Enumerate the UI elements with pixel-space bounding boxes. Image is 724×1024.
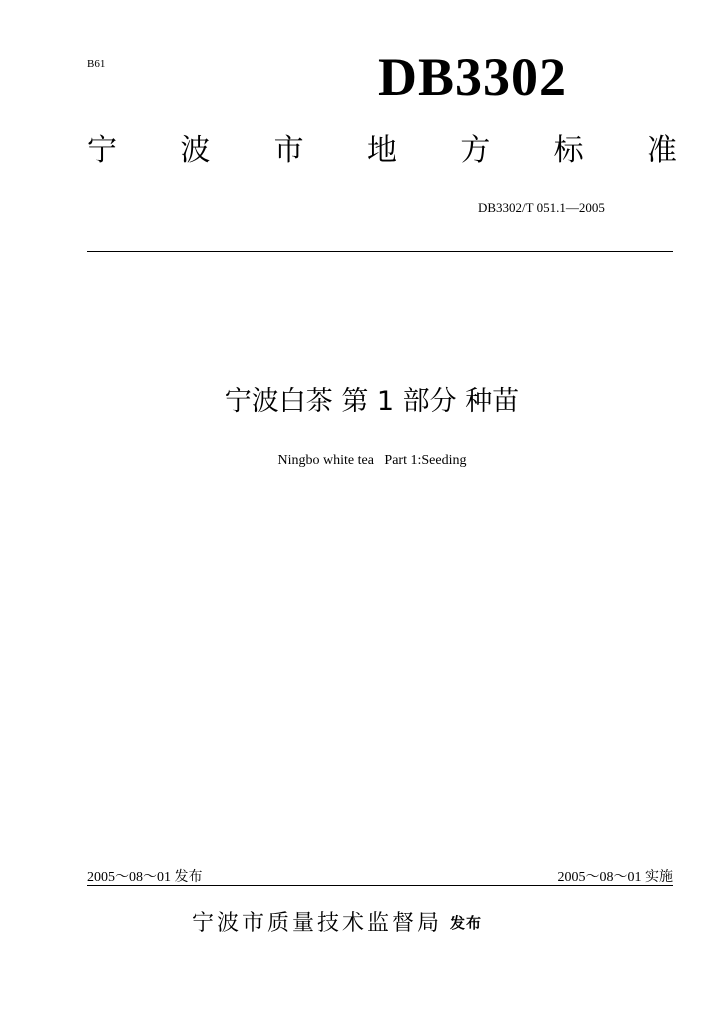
top-divider	[87, 251, 673, 252]
document-title-english: Ningbo white tea Part 1:Seeding	[277, 453, 467, 468]
bottom-divider	[87, 885, 673, 886]
issue-date: 2005～08～01 发布	[87, 870, 203, 885]
standard-type-char: 波	[180, 133, 211, 168]
standard-type-char: 宁	[87, 133, 117, 168]
standard-type-heading	[87, 133, 677, 168]
standard-type-char: 市	[273, 133, 304, 168]
publisher-action: 发布	[450, 914, 483, 932]
publisher-name: 宁波市质量技术监督局	[192, 911, 443, 936]
document-title-chinese: 宁波白茶 第 1 部分 种苗	[224, 386, 520, 417]
standard-type-char: 标	[553, 133, 584, 168]
classification-code: B61	[87, 58, 106, 70]
standard-type-char: 地	[366, 133, 397, 168]
standard-number: DB3302/T 051.1—2005	[478, 200, 605, 215]
implementation-date: 2005～08～01 实施	[557, 870, 673, 885]
standard-type-char: 准	[646, 133, 677, 168]
standard-code: DB3302	[378, 47, 568, 107]
publisher-line	[192, 911, 482, 937]
standard-type-char: 方	[460, 133, 491, 168]
